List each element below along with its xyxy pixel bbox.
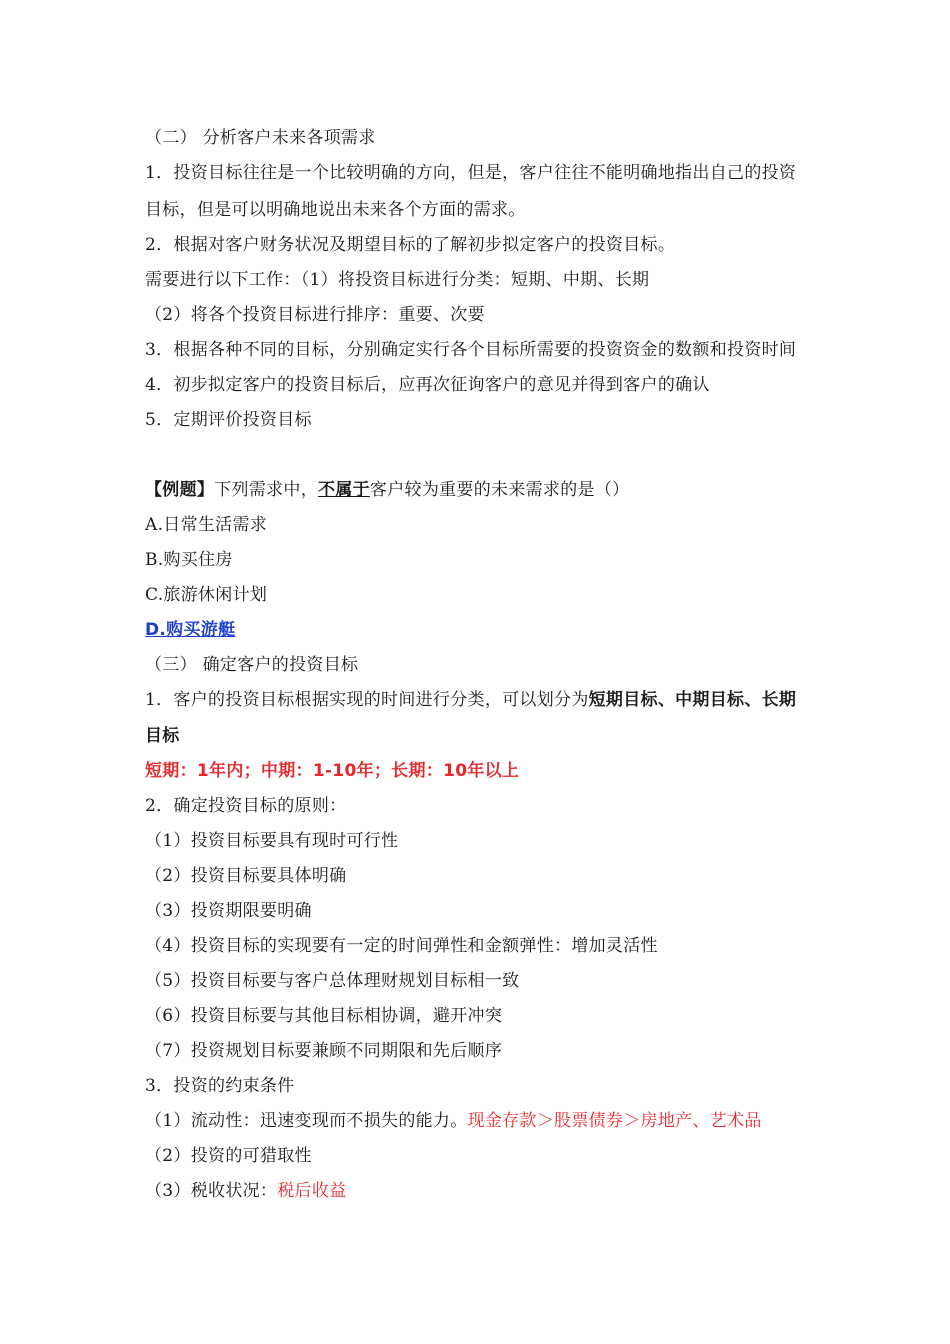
section-2-work-2: （2）将各个投资目标进行排序：重要、次要 xyxy=(145,305,485,325)
constraint-1-highlight: 现金存款＞股票债券＞房地产、艺术品 xyxy=(467,1111,762,1131)
section-2-work-1: 需要进行以下工作：（1）将投资目标进行分类：短期、中期、长期 xyxy=(145,270,650,290)
section-3-item-1-text: 1．客户的投资目标根据实现的时间进行分类，可以划分为 xyxy=(145,690,589,710)
constraint-3 xyxy=(145,1179,346,1203)
section-3-periods: 短期：1年内；中期：1-10年；长期：10年以上 xyxy=(145,761,520,781)
constraint-3-highlight: 税后收益 xyxy=(277,1181,347,1201)
section-2-item-3: 3．根据各种不同的目标，分别确定实行各个目标所需要的投资资金的数额和投资时间 xyxy=(145,340,797,360)
section-3-item-3: 3．投资的约束条件 xyxy=(145,1076,295,1096)
example-question-keyword: 不属于 xyxy=(318,480,370,500)
section-2-item-4: 4．初步拟定客户的投资目标后，应再次征询客户的意见并得到客户的确认 xyxy=(145,375,710,395)
section-2-heading: （二） 分析客户未来各项需求 xyxy=(145,128,376,148)
section-2-item-1-line-1: 1．投资目标往往是一个比较明确的方向，但是，客户往往不能明确地指出自己的投资 xyxy=(145,163,797,183)
principle-2: （2）投资目标要具体明确 xyxy=(145,866,347,886)
example-option-c: C.旅游休闲计划 xyxy=(145,585,268,605)
principle-5: （5）投资目标要与客户总体理财规划目标相一致 xyxy=(145,971,520,991)
principle-1: （1）投资目标要具有现时可行性 xyxy=(145,831,399,851)
principle-7: （7）投资规划目标要兼顾不同期限和先后顺序 xyxy=(145,1041,503,1061)
principle-4: （4）投资目标的实现要有一定的时间弹性和金额弹性：增加灵活性 xyxy=(145,936,658,956)
section-3-item-2: 2．确定投资目标的原则： xyxy=(145,796,347,816)
section-3-heading: （三） 确定客户的投资目标 xyxy=(145,655,359,675)
constraint-2: （2）投资的可猎取性 xyxy=(145,1146,312,1166)
principle-6: （6）投资目标要与其他目标相协调，避开冲突 xyxy=(145,1006,503,1026)
section-2-item-5: 5．定期评价投资目标 xyxy=(145,410,312,430)
example-option-d-answer: D.购买游艇 xyxy=(145,620,236,640)
example-option-a: A.日常生活需求 xyxy=(145,515,268,535)
section-3-item-1-line-2: 目标 xyxy=(145,726,180,746)
constraint-1 xyxy=(145,1109,762,1133)
section-3-item-1-line-1 xyxy=(145,688,796,712)
constraint-3-text: （3）税收状况： xyxy=(145,1181,278,1201)
example-option-b: B.购买住房 xyxy=(145,550,233,570)
example-question-post: 客户较为重要的未来需求的是（） xyxy=(369,480,630,500)
example-tag: 【例题】 xyxy=(145,480,215,500)
example-question-pre: 下列需求中， xyxy=(214,480,319,500)
example-question xyxy=(145,478,629,502)
principle-3: （3）投资期限要明确 xyxy=(145,901,312,921)
section-3-item-1-bold: 短期目标、中期目标、长期 xyxy=(588,690,797,710)
constraint-1-text: （1）流动性：迅速变现而不损失的能力。 xyxy=(145,1111,468,1131)
section-2-item-2: 2．根据对客户财务状况及期望目标的了解初步拟定客户的投资目标。 xyxy=(145,235,676,255)
section-2-item-1-line-2: 目标，但是可以明确地说出未来各个方面的需求。 xyxy=(145,200,526,220)
